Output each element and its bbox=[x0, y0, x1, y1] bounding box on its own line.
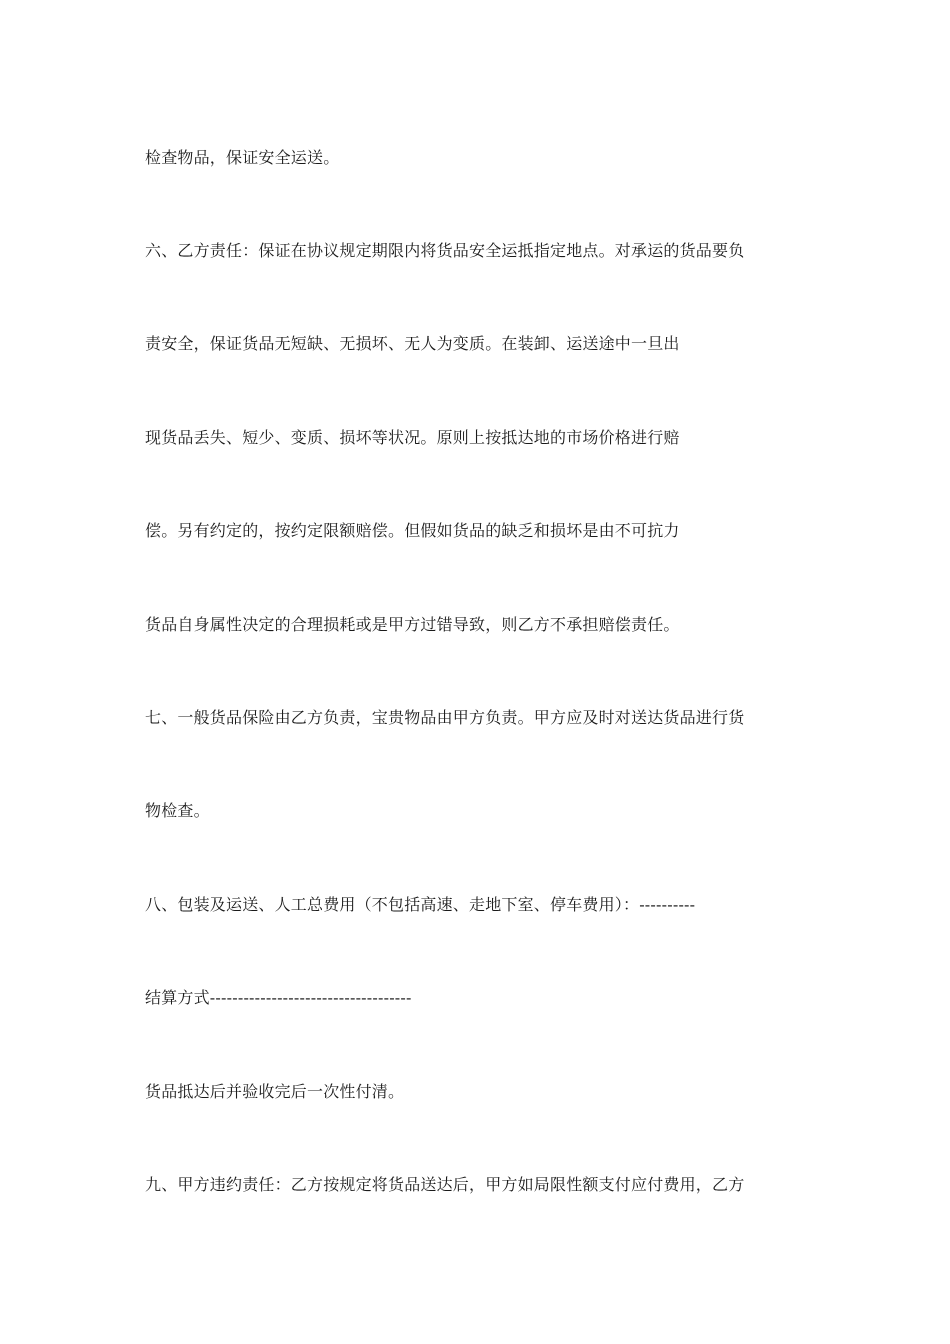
paragraph-line: 责安全，保证货品无短缺、无损坏、无人为变质。在装卸、运送途中一旦出 bbox=[145, 334, 680, 353]
paragraph-line: 偿。另有约定的，按约定限额赔偿。但假如货品的缺乏和损坏是由不可抗力 bbox=[145, 521, 680, 540]
paragraph-line: 七、一般货品保险由乙方负责，宝贵物品由甲方负责。甲方应及时对送达货品进行货 bbox=[145, 708, 745, 727]
paragraph-line: 现货品丢失、短少、变质、损坏等状况。原则上按抵达地的市场价格进行赔 bbox=[145, 428, 680, 447]
paragraph-line: 结算方式------------------------------------ bbox=[145, 988, 412, 1007]
paragraph-line: 货品抵达后并验收完后一次性付清。 bbox=[145, 1082, 405, 1101]
paragraph-line: 物检查。 bbox=[145, 801, 210, 820]
paragraph-line: 货品自身属性决定的合理损耗或是甲方过错导致，则乙方不承担赔偿责任。 bbox=[145, 615, 680, 634]
paragraph-line: 六、乙方责任：保证在协议规定期限内将货品安全运抵指定地点。对承运的货品要负 bbox=[145, 241, 745, 260]
paragraph-line: 八、包装及运送、人工总费用（不包括高速、走地下室、停车费用）：---------- bbox=[145, 895, 696, 914]
paragraph-line: 九、甲方违约责任：乙方按规定将货品送达后，甲方如局限性额支付应付费用，乙方 bbox=[145, 1175, 745, 1194]
paragraph-line: 检查物品，保证安全运送。 bbox=[145, 148, 340, 167]
